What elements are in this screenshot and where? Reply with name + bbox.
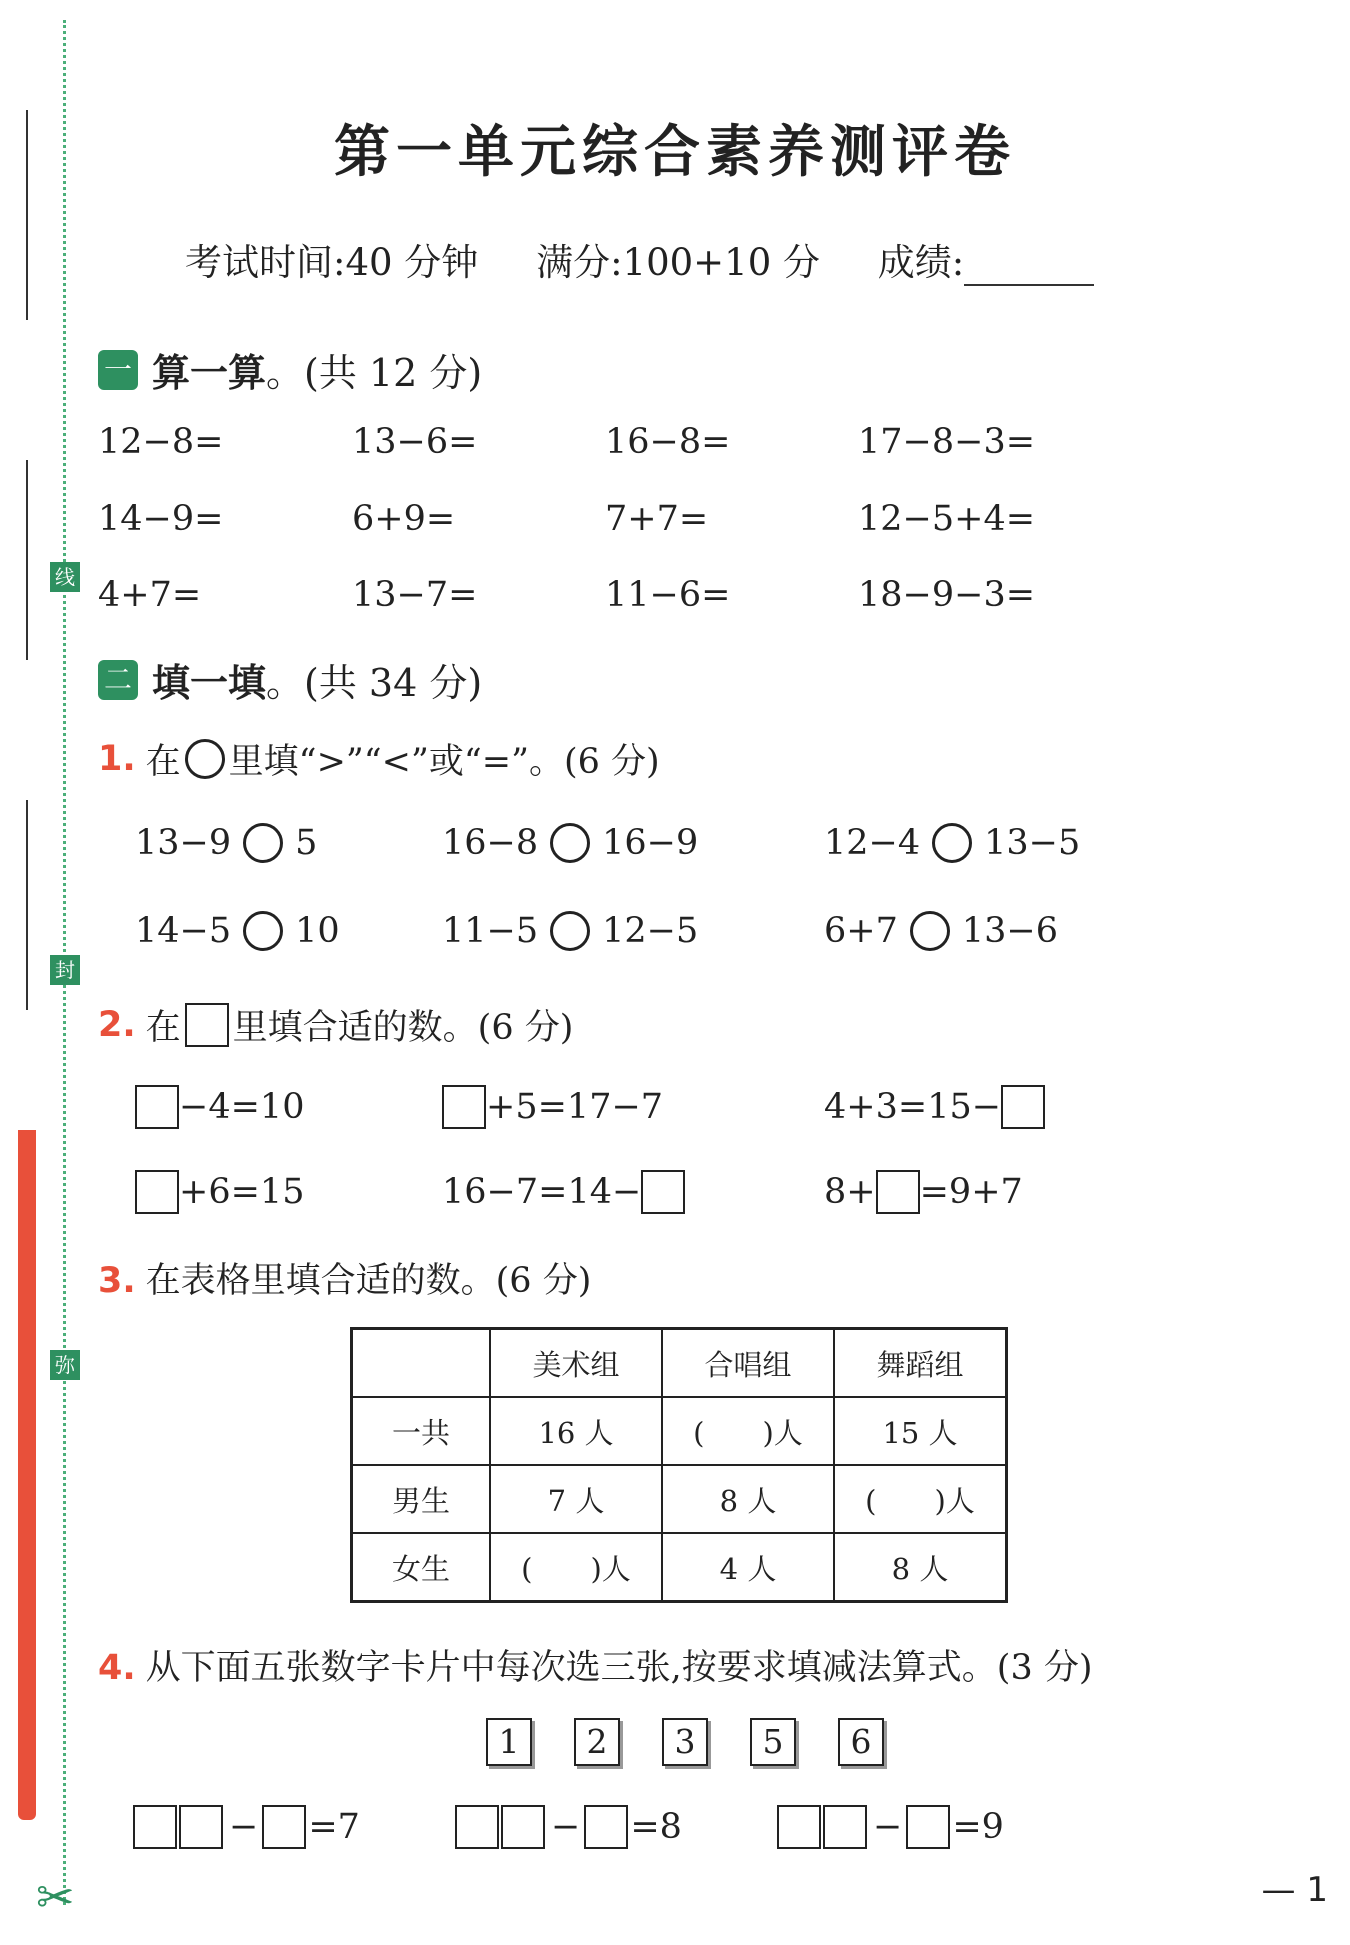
table-header: 舞蹈组 [834, 1329, 1007, 1398]
fill-after: +5=17−7 [486, 1087, 664, 1127]
exam-time: 考试时间:40 分钟 [185, 241, 479, 284]
fill-item [135, 1170, 304, 1214]
answer-box[interactable] [584, 1805, 628, 1849]
calc-item: 13−7= [352, 575, 478, 615]
number-card: 6 [838, 1718, 884, 1766]
minus-sign: − [229, 1807, 259, 1847]
fill-item [824, 1170, 1023, 1214]
table-cell: 男生 [352, 1465, 491, 1533]
question-4-number: 4. [98, 1648, 136, 1688]
compare-right: 13−6 [961, 911, 1059, 951]
question-2-post: 里填合适的数。(6 分) [232, 1008, 574, 1048]
section-1-number: 一 [98, 350, 138, 390]
question-4-text: 从下面五张数字卡片中每次选三张,按要求填减法算式。(3 分) [145, 1648, 1093, 1688]
calc-item: 4+7= [98, 575, 202, 615]
question-1-number: 1. [98, 739, 136, 779]
compare-left: 11−5 [442, 911, 539, 951]
compare-item [442, 823, 698, 863]
table-cell: 15 人 [834, 1397, 1007, 1465]
table-row [352, 1533, 1007, 1602]
compare-circle[interactable] [243, 823, 283, 863]
minus-sign: − [551, 1807, 581, 1847]
answer-box[interactable] [135, 1085, 179, 1129]
fill-before: 8+ [824, 1172, 876, 1212]
section-2-heading [98, 652, 482, 707]
calc-item: 12−5+4= [858, 499, 1036, 539]
question-1-pre: 在 [145, 742, 181, 782]
question-3-text: 在表格里填合适的数。(6 分) [145, 1261, 592, 1301]
section-2-number: 二 [98, 660, 138, 700]
table-cell: 8 人 [662, 1465, 834, 1533]
table-cell: 女生 [352, 1533, 491, 1602]
table-header-row [352, 1329, 1007, 1398]
compare-item [135, 911, 340, 951]
margin-rule [26, 800, 28, 1010]
answer-box[interactable] [777, 1805, 821, 1849]
answer-box[interactable] [135, 1170, 179, 1214]
compare-item [824, 911, 1058, 951]
fill-after: −4=10 [179, 1087, 305, 1127]
section-2-points: 。(共 34 分) [266, 661, 483, 705]
answer-box[interactable] [262, 1805, 306, 1849]
equation-result: =9 [952, 1807, 1004, 1847]
compare-circle[interactable] [932, 823, 972, 863]
fill-after: =9+7 [919, 1172, 1023, 1212]
compare-item [442, 911, 698, 951]
compare-circle[interactable] [243, 911, 283, 951]
answer-box[interactable] [455, 1805, 499, 1849]
table-cell: 7 人 [490, 1465, 662, 1533]
section-2-title: 填一填 [152, 660, 267, 705]
fill-item [135, 1085, 304, 1129]
exam-info [185, 232, 1140, 286]
calc-item: 16−8= [605, 422, 731, 462]
margin-rule [26, 460, 28, 660]
table-cell: 4 人 [662, 1533, 834, 1602]
table-cell: 16 人 [490, 1397, 662, 1465]
square-icon [185, 1003, 229, 1047]
number-card: 3 [662, 1718, 708, 1766]
table-cell: 8 人 [834, 1533, 1007, 1602]
table-header: 美术组 [490, 1329, 662, 1398]
table-row [352, 1397, 1007, 1465]
compare-circle[interactable] [550, 911, 590, 951]
fill-before: 16−7=14− [442, 1172, 642, 1212]
answer-box[interactable] [906, 1805, 950, 1849]
table-cell[interactable]: ( )人 [490, 1533, 662, 1602]
answer-box[interactable] [876, 1170, 920, 1214]
compare-right: 5 [295, 823, 318, 863]
page-title: 第一单元综合素养测评卷 [334, 119, 1016, 185]
score-label: 成绩: [877, 241, 965, 284]
compare-right: 13−5 [984, 823, 1081, 863]
section-1-heading [98, 342, 482, 397]
question-4 [98, 1640, 1093, 1690]
answer-box[interactable] [641, 1170, 685, 1214]
number-card: 1 [486, 1718, 532, 1766]
compare-left: 13−9 [135, 823, 232, 863]
table-cell [352, 1329, 491, 1398]
compare-left: 14−5 [135, 911, 232, 951]
margin-tag-line: 线 [50, 562, 80, 592]
subtraction-equation [455, 1805, 682, 1849]
table-header: 合唱组 [662, 1329, 834, 1398]
table-cell[interactable]: ( )人 [662, 1397, 834, 1465]
answer-box[interactable] [442, 1085, 486, 1129]
section-1-points: 。(共 12 分) [266, 351, 483, 395]
calc-item: 6+9= [352, 499, 456, 539]
question-3-number: 3. [98, 1261, 136, 1301]
question-1 [98, 734, 660, 784]
answer-box[interactable] [823, 1805, 867, 1849]
compare-left: 16−8 [442, 823, 539, 863]
compare-item [135, 823, 317, 863]
compare-right: 10 [295, 911, 340, 951]
compare-item [824, 823, 1080, 863]
calc-item: 14−9= [98, 499, 224, 539]
question-2-number: 2. [98, 1005, 136, 1045]
table-cell[interactable]: ( )人 [834, 1465, 1007, 1533]
calc-item: 11−6= [605, 575, 731, 615]
number-card: 5 [750, 1718, 796, 1766]
compare-left: 6+7 [824, 911, 898, 951]
equation-result: =8 [630, 1807, 682, 1847]
calc-item: 17−8−3= [858, 422, 1036, 462]
table-cell: 一共 [352, 1397, 491, 1465]
fill-item [442, 1170, 685, 1214]
answer-box[interactable] [179, 1805, 223, 1849]
answer-box[interactable] [1001, 1085, 1045, 1129]
compare-circle[interactable] [550, 823, 590, 863]
fill-before: 4+3=15− [824, 1087, 1002, 1127]
calc-item: 13−6= [352, 422, 478, 462]
answer-box[interactable] [501, 1805, 545, 1849]
scissors-icon: ✂ [36, 1870, 75, 1924]
compare-left: 12−4 [824, 823, 921, 863]
circle-icon [185, 739, 225, 779]
question-2 [98, 1000, 573, 1050]
question-1-post: 里填“>”“<”或“=”。(6 分) [228, 742, 660, 782]
question-3 [98, 1253, 591, 1303]
fill-item [824, 1085, 1045, 1129]
question-2-pre: 在 [145, 1008, 181, 1048]
subtraction-equation [133, 1805, 360, 1849]
table-row [352, 1465, 1007, 1533]
number-card: 2 [574, 1718, 620, 1766]
margin-red-strip [18, 1130, 36, 1820]
equation-result: =7 [308, 1807, 360, 1847]
calc-item: 7+7= [605, 499, 709, 539]
subtraction-equation [777, 1805, 1004, 1849]
answer-box[interactable] [133, 1805, 177, 1849]
fill-item [442, 1085, 663, 1129]
margin-tag-close: 弥 [50, 1350, 80, 1380]
page-number: — 1 [1261, 1870, 1328, 1910]
minus-sign: − [873, 1807, 903, 1847]
calc-item: 12−8= [98, 422, 224, 462]
section-1-title: 算一算 [152, 350, 267, 395]
calc-item: 18−9−3= [858, 575, 1036, 615]
margin-tag-seal: 封 [50, 955, 80, 985]
compare-circle[interactable] [910, 911, 950, 951]
number-cards [0, 1718, 1350, 1766]
full-marks: 满分:100+10 分 [536, 241, 821, 284]
score-blank[interactable] [964, 252, 1094, 286]
group-table [350, 1327, 1008, 1603]
fill-after: +6=15 [179, 1172, 305, 1212]
compare-right: 16−9 [602, 823, 699, 863]
compare-right: 12−5 [602, 911, 699, 951]
